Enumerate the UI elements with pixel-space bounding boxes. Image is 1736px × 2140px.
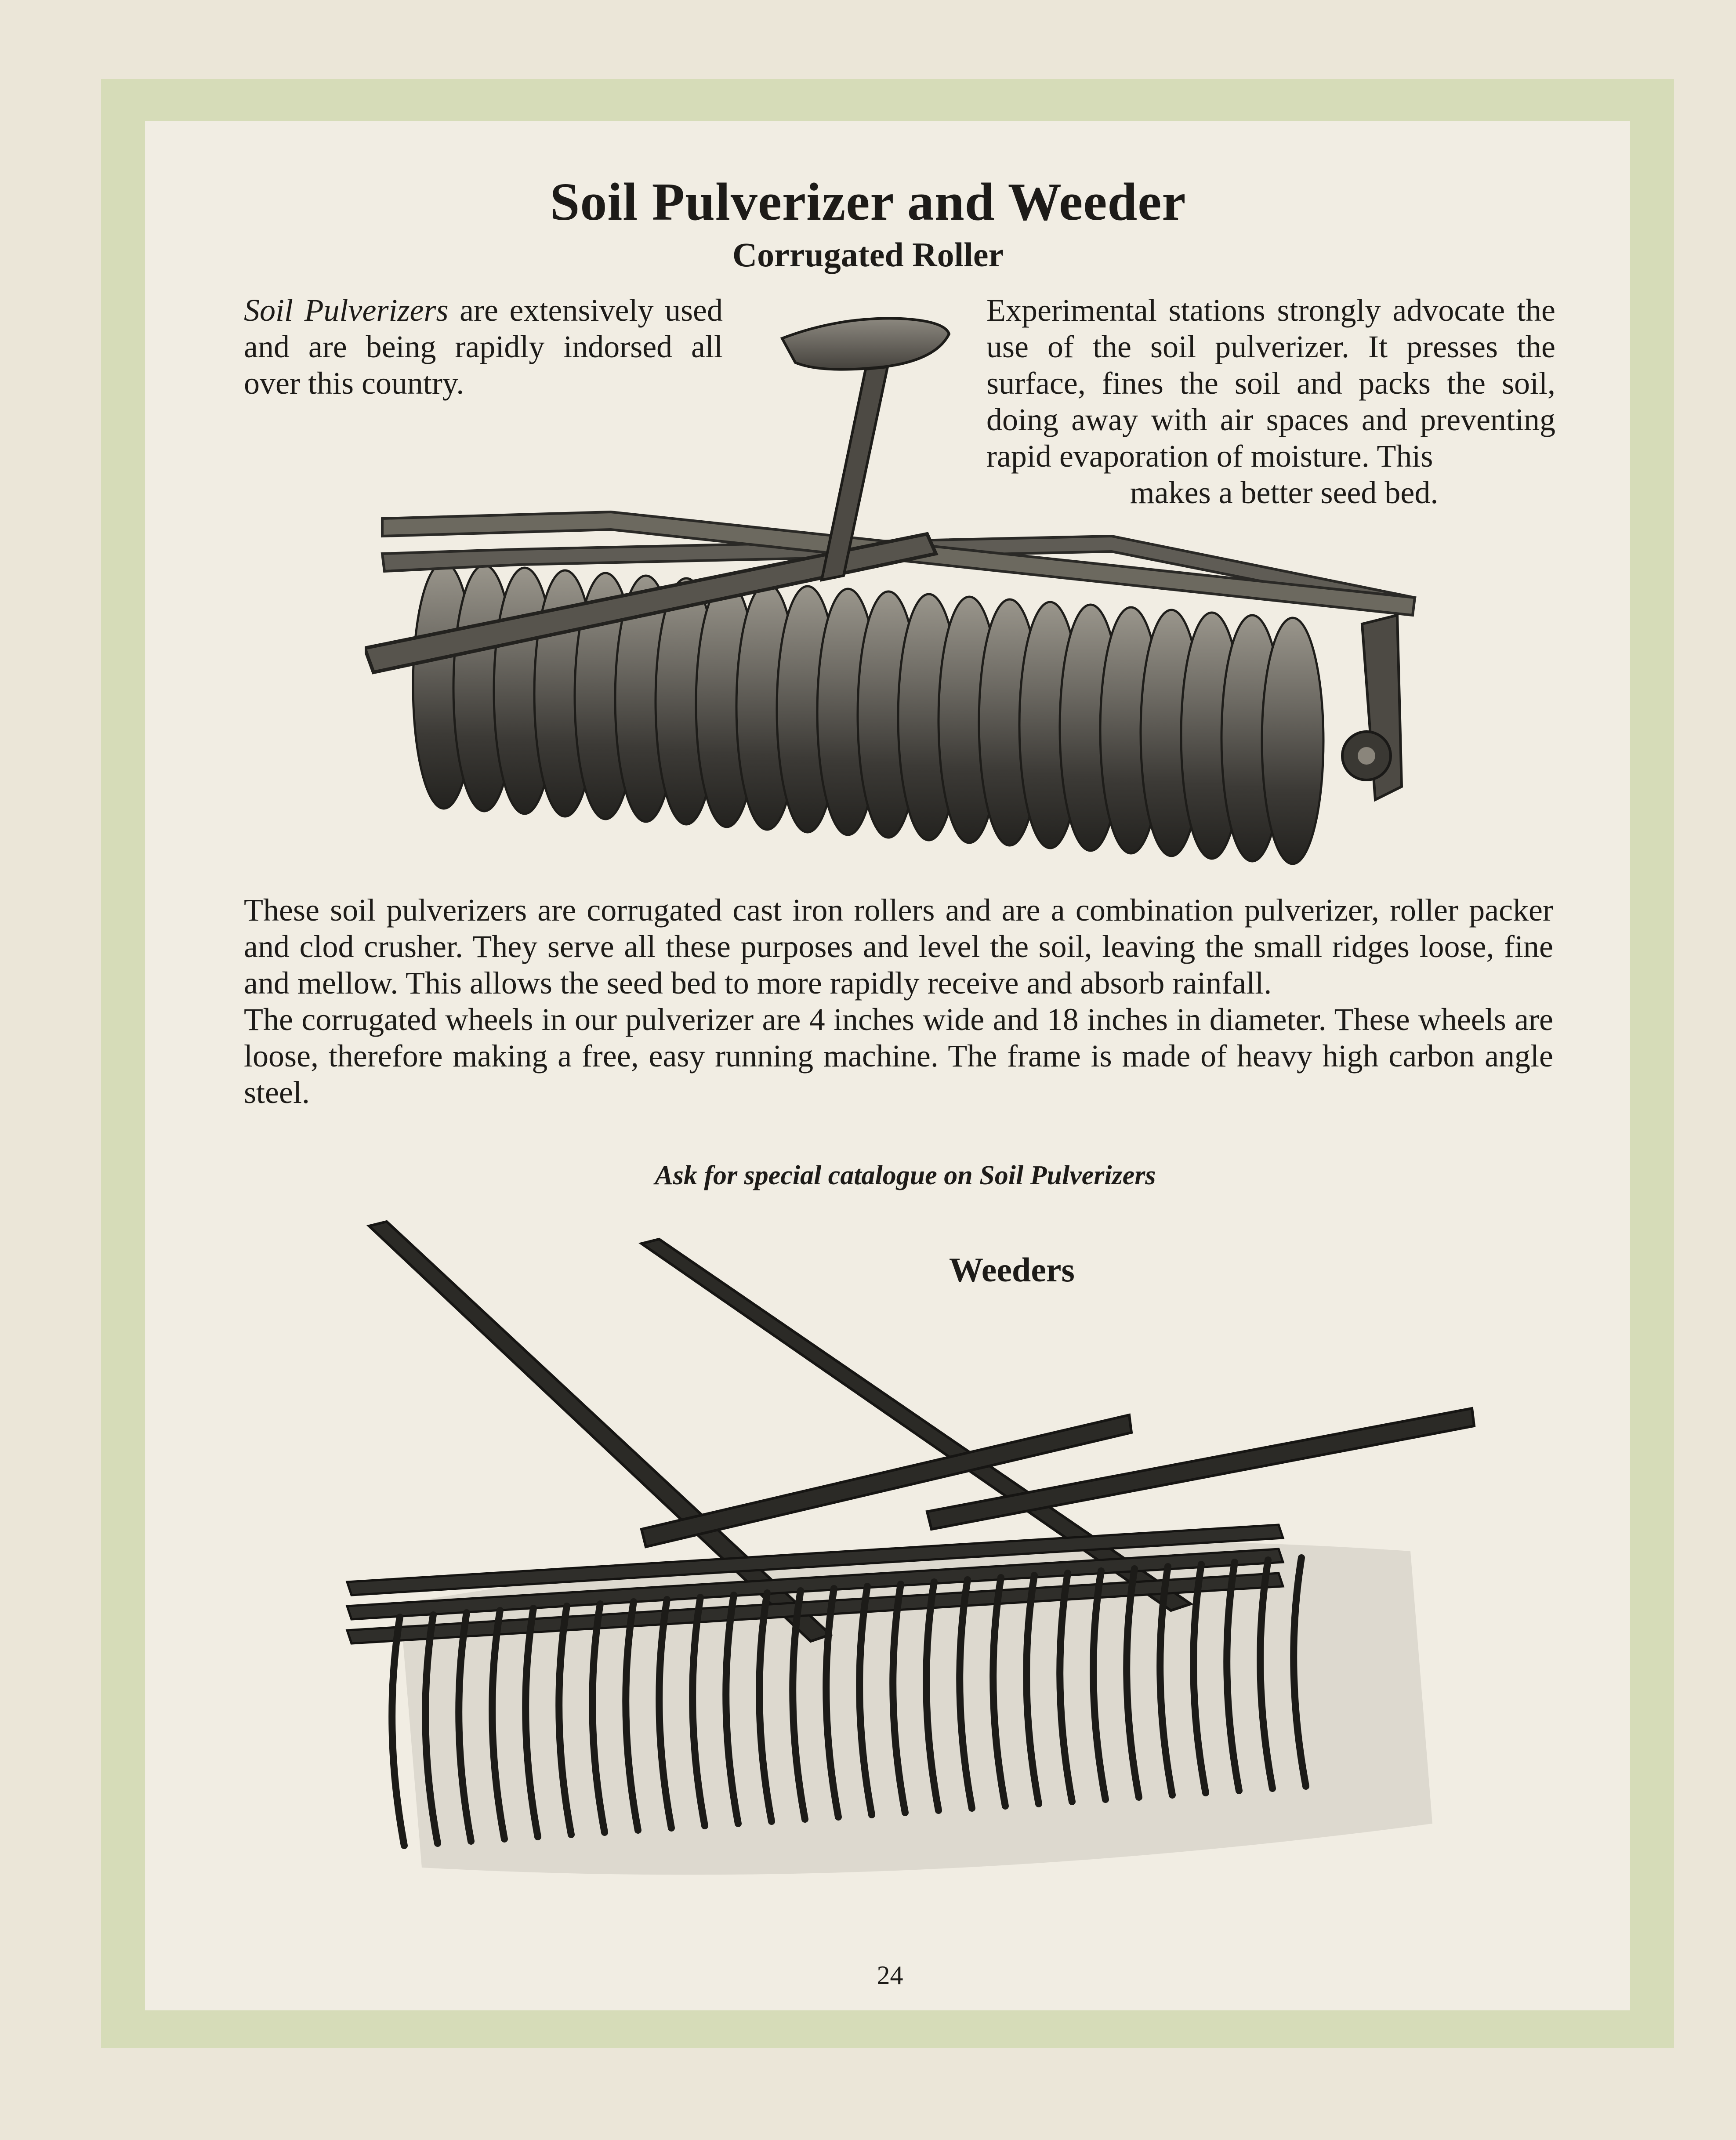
intro-left-text: are extensively used and are being rapidly indorsed all over this country.	[244, 293, 723, 401]
seat	[782, 319, 949, 370]
section-subtitle: Corrugated Roller	[732, 236, 1004, 274]
roller-disc	[1262, 618, 1323, 864]
intro-right-last-line: makes a better seed bed.	[1130, 475, 1439, 510]
intro-left-lead: Soil Pulverizers	[244, 293, 449, 328]
weeder-tine	[392, 1617, 404, 1846]
body-paragraph-1: These soil pulverizers are corrugated cast iron rollers and are a combination pulverizer, roller packer and clod crusher. They serve all these purposes and level the soil, leaving the small ridges loose, fine and mellow. This allows the seed bed to more rapidly receive and absorb rainfall.	[244, 892, 1553, 1001]
body-text	[244, 892, 1553, 1111]
weeders-title: Weeders	[949, 1251, 1075, 1289]
body-paragraph-2: The corrugated wheels in our pulverizer are 4 inches wide and 18 inches in diameter. These wheels are loose, therefore making a free, easy running machine. The frame is made of heavy high carbon angle steel.	[244, 1002, 1553, 1110]
page-title: Soil Pulverizer and Weeder	[550, 172, 1186, 232]
page-number: 24	[877, 1961, 903, 1990]
weeder-illustration	[334, 1208, 1476, 1933]
corrugated-roller-illustration	[365, 290, 1441, 888]
roller-discs	[413, 562, 1323, 864]
intro-right-text: Experimental stations strongly advocate the use of the soil pulverizer. It presses the surface, fines the soil and packs the soil, doing away with air spaces and preventing rapid evaporation of moisture. This	[986, 293, 1555, 474]
catalogue-note: Ask for special catalogue on Soil Pulverizers	[655, 1161, 1156, 1190]
